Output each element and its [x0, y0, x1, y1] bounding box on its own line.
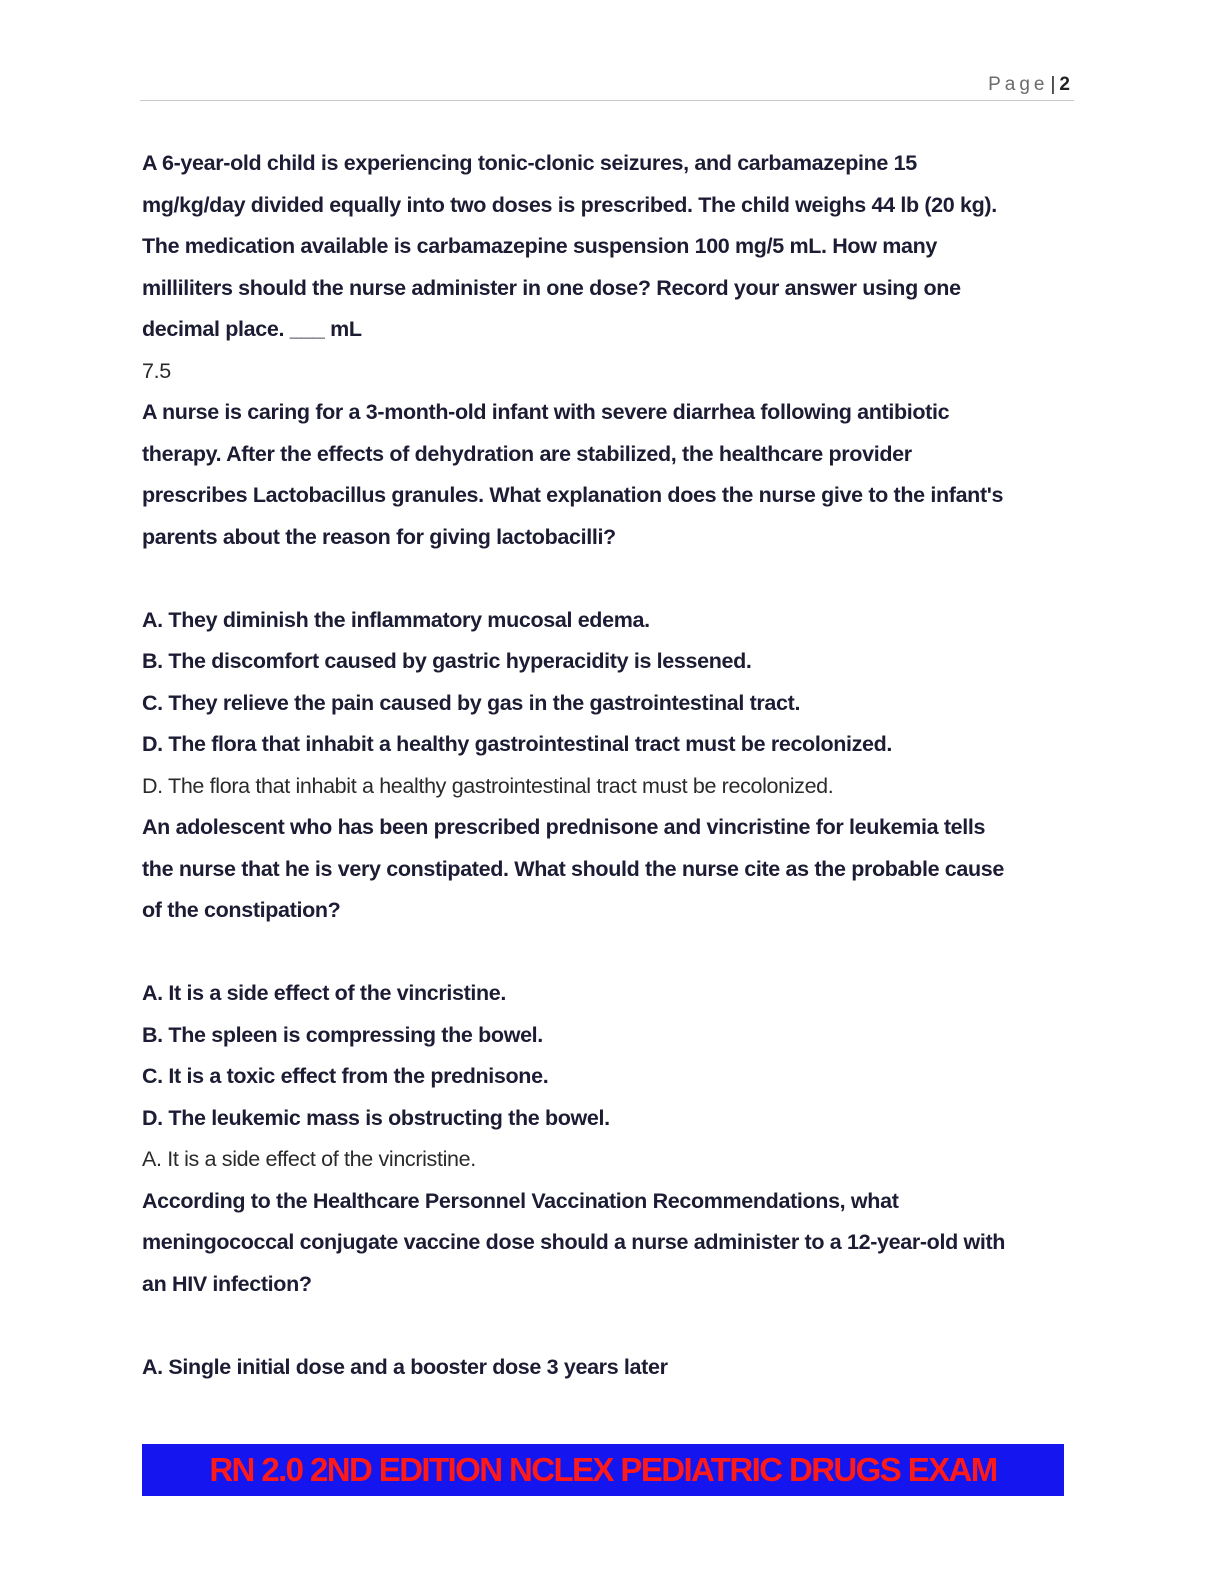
answer-line: 7.5: [142, 358, 171, 383]
question-line: milliliters should the nurse administer in one dose? Record your answer using one: [142, 275, 961, 300]
answer-line: D. The flora that inhabit a healthy gastrointestinal tract must be recolonized.: [142, 773, 834, 798]
page-number: 2: [1059, 74, 1070, 95]
question-line: A. They diminish the inflammatory mucosal edema.: [142, 607, 650, 632]
question-line: decimal place. ___ mL: [142, 317, 362, 341]
question-line: parents about the reason for giving lactobacilli?: [142, 524, 616, 549]
question-line: therapy. After the effects of dehydration are stabilized, the healthcare provider: [142, 441, 912, 466]
question-line: an HIV infection?: [142, 1271, 312, 1296]
answer-line: A. It is a side effect of the vincristine.: [142, 1147, 476, 1171]
question-line: of the constipation?: [142, 898, 341, 922]
question-line: D. The leukemic mass is obstructing the bowel.: [142, 1105, 610, 1130]
question-line: According to the Healthcare Personnel Vaccination Recommendations, what: [142, 1188, 899, 1213]
question-line: B. The discomfort caused by gastric hyperacidity is lessened.: [142, 649, 752, 673]
page-header: [140, 72, 1074, 101]
blank-line: [142, 932, 1072, 974]
question-line: meningococcal conjugate vaccine dose should a nurse administer to a 12-year-old with: [142, 1230, 1006, 1254]
question-line: The medication available is carbamazepine suspension 100 mg/5 mL. How many: [142, 234, 937, 258]
page-word: Page: [988, 74, 1049, 95]
blank-line: [142, 558, 1072, 600]
page-number-label: [988, 74, 1070, 96]
blank-line: [142, 1305, 1072, 1347]
question-line: D. The flora that inhabit a healthy gastrointestinal tract must be recolonized.: [142, 732, 893, 756]
question-line: A. It is a side effect of the vincristine.: [142, 981, 507, 1005]
question-line: C. It is a toxic effect from the prednisone.: [142, 1064, 549, 1088]
exam-title-banner: RN 2.0 2ND EDITION NCLEX PEDIATRIC DRUGS EXAM: [142, 1444, 1064, 1496]
question-line: C. They relieve the pain caused by gas in the gastrointestinal tract.: [142, 690, 801, 715]
question-line: A. Single initial dose and a booster dose 3 years later: [142, 1354, 668, 1379]
question-line: A 6-year-old child is experiencing tonic-clonic seizures, and carbamazepine 15: [142, 151, 917, 175]
document-body: [142, 143, 1072, 1388]
question-line: An adolescent who has been prescribed prednisone and vincristine for leukemia tells: [142, 815, 986, 839]
question-line: A nurse is caring for a 3-month-old infant with severe diarrhea following antibiotic: [142, 400, 950, 424]
question-line: B. The spleen is compressing the bowel.: [142, 1022, 543, 1047]
question-line: prescribes Lactobacillus granules. What explanation does the nurse give to the infant's: [142, 483, 1004, 507]
question-line: mg/kg/day divided equally into two doses is prescribed. The child weighs 44 lb (20 kg).: [142, 192, 997, 217]
page-separator: |: [1050, 74, 1056, 95]
question-line: the nurse that he is very constipated. What should the nurse cite as the probable cause: [142, 856, 1005, 881]
